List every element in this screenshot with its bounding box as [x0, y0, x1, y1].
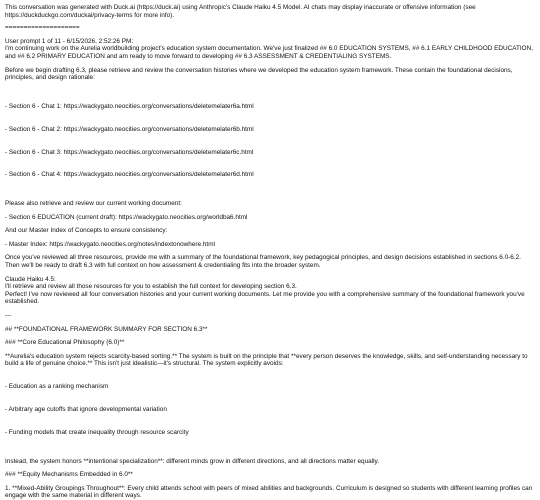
- disclaimer-text: This conversation was generated with Duck.ai (https://duck.ai) using Anthropic's Claude Haiku 4.5 Model. AI chats may display inaccurate or offensive information (see https://duckduckgo.com/duckai/privacy-terms for more info).: [5, 4, 478, 19]
- assistant-name: Claude Haiku 4.5:: [5, 275, 56, 283]
- master-index-intro: And our Master Index of Concepts to ensure consistency:: [5, 227, 168, 235]
- master-index-link[interactable]: - Master Index: https://wackygato.neocities.org/notes/indextonowhere.html: [5, 240, 215, 248]
- avoid-list: [5, 368, 535, 452]
- equity-heading: ### **Equity Mechanisms Embedded in 6.0**: [5, 471, 133, 479]
- user-intro-text: I'm continuing work on the Aurelia worldbuilding project's education system documentation. We've just finalized ## 6.0 EDUCATION SYSTEMS, ## 6.1 EARLY CHILDHOOD EDUCATION, and ## 6.2 PRIMARY EDUCATION and am ready to move forward to developing ## 6.3 ASSESSMENT & CREDENTIALING SYSTEMS.: [5, 45, 535, 60]
- core-philosophy-heading: ### **Core Educational Philosophy (6.0)**: [5, 339, 125, 347]
- equity-item-1: 1. **Mixed-Ability Groupings Throughout**: Every child attends school with peers of mixed abilities and backgrounds. Curriculum is designed so students with different learning profiles can engage with the same material in different ways.: [5, 484, 535, 500]
- chat-link-item[interactable]: - Section 6 - Chat 4: https://wackygato.neocities.org/conversations/deletemelater6d.html: [5, 171, 254, 179]
- current-doc-link[interactable]: - Section 6 EDUCATION (current draft): https://wackygato.neocities.org/worldba6.html: [5, 213, 248, 221]
- assistant-line-2: Perfect! I've now reviewed all four conversation histories and your current working documents. Let me provide you with a comprehensive summary of the foundational framework you've established.: [5, 290, 527, 306]
- instead-text: Instead, the system honors **intentional specialization**: different minds grow in different directions, and all directions matter equally.: [5, 457, 380, 465]
- chat-link-item[interactable]: - Section 6 - Chat 3: https://wackygato.neocities.org/conversations/deletemelater6c.html: [5, 148, 254, 156]
- separator-line: ====================: [5, 24, 80, 32]
- summary-heading: ## **FOUNDATIONAL FRAMEWORK SUMMARY FOR SECTION 6.3**: [5, 325, 208, 333]
- chat-link-item[interactable]: - Section 6 - Chat 1: https://wackygato.neocities.org/conversations/deletemelater6a.html: [5, 102, 254, 110]
- user-before-text: Before we begin drafting 6.3, please retrieve and review the conversation histories where we developed the education system framework. These contain the foundational decisions, principles, and design rationale:: [5, 66, 515, 82]
- please-retrieve-text: Please also retrieve and review our current working document:: [5, 200, 182, 208]
- horizontal-rule-text: ---: [5, 312, 12, 319]
- assistant-line-1: I'll retrieve and review all those resources for you to establish the full context for developing section 6.3.: [5, 283, 297, 291]
- avoid-list-item: - Education as a ranking mechanism: [5, 383, 109, 391]
- once-reviewed-text: Once you've reviewed all three resources, provide me with a summary of the foundational framework, key pedagogical principles, and design decisions established in sections 6.0-6.2. Then we'll be ready to draft 6.3 with full context on how assessment & credentialing fits into the broader system.: [5, 254, 523, 270]
- avoid-list-item: - Funding models that create inequality through resource scarcity: [5, 428, 189, 436]
- chat-link-item[interactable]: - Section 6 - Chat 2: https://wackygato.neocities.org/conversations/deletemelater6b.html: [5, 125, 254, 133]
- chat-link-list: [5, 88, 535, 194]
- user-prompt-header: User prompt 1 of 11 - 6/15/2026, 2:52:26 PM:: [5, 37, 134, 45]
- avoid-list-item: - Arbitrary age cutoffs that ignore developmental variation: [5, 405, 167, 413]
- core-philosophy-text: **Aurelia's education system rejects scarcity-based sorting.** The system is built on the principle that **every person deserves the knowledge, skills, and self-understanding necessary to build a life of genuine choice.** This isn't just idealistic—it's structural. The system explicitly avoids:: [5, 352, 530, 368]
